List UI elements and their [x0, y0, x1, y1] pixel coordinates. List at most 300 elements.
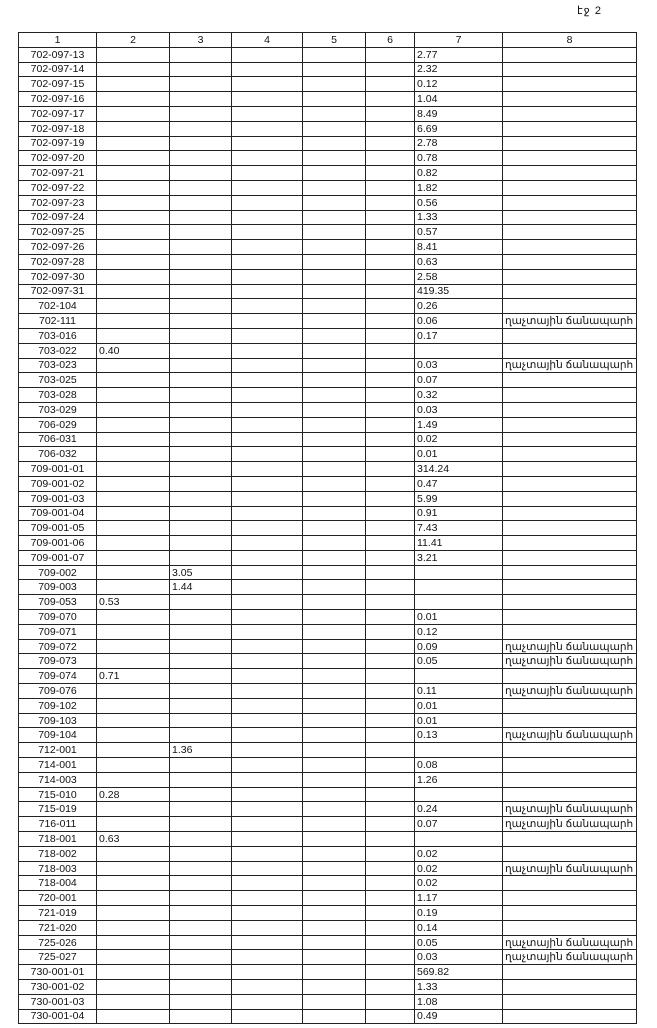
column-6-cell: [366, 639, 415, 654]
column-6-cell: [366, 536, 415, 551]
column-6-cell: [366, 787, 415, 802]
column-5-cell: [303, 846, 366, 861]
column-2-value-cell: [97, 299, 170, 314]
column-5-cell: [303, 151, 366, 166]
table-row: [19, 536, 637, 551]
column-5-cell: [303, 432, 366, 447]
column-6-cell: [366, 417, 415, 432]
column-6-cell: [366, 772, 415, 787]
column-5-cell: [303, 166, 366, 181]
area-value-cell: 5.99: [415, 491, 503, 506]
parcel-code-cell: 712-001: [19, 743, 97, 758]
column-5-cell: [303, 994, 366, 1009]
column-3-value-cell: [170, 698, 232, 713]
table-row: [19, 299, 637, 314]
parcel-code-cell: 702-097-20: [19, 151, 97, 166]
table-row: [19, 314, 637, 329]
parcel-code-cell: 709-072: [19, 639, 97, 654]
note-cell: [503, 373, 637, 388]
column-2-value-cell: [97, 47, 170, 62]
column-header-6: 6: [366, 33, 415, 48]
table-row: [19, 328, 637, 343]
column-4-cell: [232, 876, 303, 891]
column-4-cell: [232, 180, 303, 195]
column-5-cell: [303, 328, 366, 343]
parcel-code-cell: 709-102: [19, 698, 97, 713]
column-4-cell: [232, 846, 303, 861]
column-5-cell: [303, 698, 366, 713]
area-value-cell: 0.78: [415, 151, 503, 166]
parcel-code-cell: 709-074: [19, 669, 97, 684]
column-2-value-cell: [97, 506, 170, 521]
note-cell: ղաչտային ճանապարհ: [503, 935, 637, 950]
table-row: [19, 254, 637, 269]
column-5-cell: [303, 210, 366, 225]
area-value-cell: 2.32: [415, 62, 503, 77]
parcel-code-cell: 714-001: [19, 758, 97, 773]
table-row: [19, 994, 637, 1009]
column-4-cell: [232, 254, 303, 269]
column-4-cell: [232, 861, 303, 876]
column-5-cell: [303, 906, 366, 921]
area-value-cell: 0.06: [415, 314, 503, 329]
parcel-code-cell: 703-016: [19, 328, 97, 343]
parcel-code-cell: 702-097-25: [19, 225, 97, 240]
column-3-value-cell: [170, 935, 232, 950]
column-4-cell: [232, 1009, 303, 1024]
column-5-cell: [303, 225, 366, 240]
column-4-cell: [232, 728, 303, 743]
note-cell: [503, 47, 637, 62]
parcel-code-cell: 718-001: [19, 832, 97, 847]
column-4-cell: [232, 77, 303, 92]
parcel-code-cell: 718-002: [19, 846, 97, 861]
note-cell: ղաչտային ճանապարհ: [503, 684, 637, 699]
column-3-value-cell: [170, 417, 232, 432]
note-cell: [503, 166, 637, 181]
table-row: [19, 151, 637, 166]
parcel-code-cell: 709-104: [19, 728, 97, 743]
column-6-cell: [366, 861, 415, 876]
table-row: [19, 639, 637, 654]
note-cell: [503, 92, 637, 107]
table-row: [19, 758, 637, 773]
area-value-cell: 0.08: [415, 758, 503, 773]
column-6-cell: [366, 994, 415, 1009]
column-2-value-cell: [97, 817, 170, 832]
column-2-value-cell: [97, 373, 170, 388]
column-2-value-cell: [97, 920, 170, 935]
table-row: [19, 772, 637, 787]
area-value-cell: [415, 832, 503, 847]
column-5-cell: [303, 77, 366, 92]
column-4-cell: [232, 447, 303, 462]
note-cell: [503, 151, 637, 166]
column-4-cell: [232, 550, 303, 565]
note-cell: [503, 225, 637, 240]
note-cell: [503, 550, 637, 565]
column-6-cell: [366, 698, 415, 713]
area-value-cell: 419.35: [415, 284, 503, 299]
column-3-value-cell: [170, 595, 232, 610]
note-cell: [503, 994, 637, 1009]
column-3-value-cell: [170, 314, 232, 329]
parcel-code-cell: 702-097-26: [19, 240, 97, 255]
column-3-value-cell: [170, 536, 232, 551]
column-3-value-cell: [170, 728, 232, 743]
note-cell: [503, 328, 637, 343]
column-4-cell: [232, 935, 303, 950]
column-2-value-cell: [97, 136, 170, 151]
column-4-cell: [232, 980, 303, 995]
note-cell: ղաչտային ճանապարհ: [503, 817, 637, 832]
area-value-cell: 0.05: [415, 935, 503, 950]
table-row: [19, 373, 637, 388]
column-2-value-cell: 0.53: [97, 595, 170, 610]
parcel-code-cell: 725-026: [19, 935, 97, 950]
column-3-value-cell: [170, 817, 232, 832]
note-cell: ղաչտային ճանապարհ: [503, 654, 637, 669]
parcel-code-cell: 714-003: [19, 772, 97, 787]
parcel-code-cell: 709-001-04: [19, 506, 97, 521]
area-value-cell: [415, 565, 503, 580]
area-value-cell: 1.26: [415, 772, 503, 787]
table-row: [19, 743, 637, 758]
parcel-code-cell: 703-025: [19, 373, 97, 388]
column-4-cell: [232, 787, 303, 802]
column-2-value-cell: [97, 684, 170, 699]
column-5-cell: [303, 447, 366, 462]
parcel-code-cell: 703-028: [19, 388, 97, 403]
column-5-cell: [303, 728, 366, 743]
column-4-cell: [232, 595, 303, 610]
table-row: [19, 210, 637, 225]
parcel-code-cell: 702-097-16: [19, 92, 97, 107]
column-3-value-cell: [170, 121, 232, 136]
parcel-code-cell: 703-022: [19, 343, 97, 358]
column-header-3: 3: [170, 33, 232, 48]
table-row: [19, 935, 637, 950]
column-3-value-cell: [170, 861, 232, 876]
table-row: [19, 861, 637, 876]
table-row: [19, 462, 637, 477]
column-4-cell: [232, 328, 303, 343]
area-value-cell: 0.57: [415, 225, 503, 240]
column-3-value-cell: [170, 343, 232, 358]
note-cell: ղաչտային ճանապարհ: [503, 802, 637, 817]
column-3-value-cell: [170, 787, 232, 802]
column-5-cell: [303, 891, 366, 906]
column-5-cell: [303, 402, 366, 417]
column-2-value-cell: [97, 743, 170, 758]
column-2-value-cell: [97, 195, 170, 210]
parcel-code-cell: 702-097-23: [19, 195, 97, 210]
land-parcel-table: [18, 32, 637, 1024]
note-cell: [503, 180, 637, 195]
column-4-cell: [232, 106, 303, 121]
table-row: [19, 521, 637, 536]
column-3-value-cell: [170, 950, 232, 965]
column-6-cell: [366, 225, 415, 240]
column-4-cell: [232, 225, 303, 240]
column-6-cell: [366, 136, 415, 151]
note-cell: [503, 743, 637, 758]
column-3-value-cell: 1.36: [170, 743, 232, 758]
column-4-cell: [232, 166, 303, 181]
column-4-cell: [232, 802, 303, 817]
column-header-1: 1: [19, 33, 97, 48]
column-6-cell: [366, 195, 415, 210]
column-6-cell: [366, 876, 415, 891]
column-5-cell: [303, 506, 366, 521]
table-row: [19, 817, 637, 832]
column-5-cell: [303, 935, 366, 950]
column-2-value-cell: [97, 980, 170, 995]
table-row: [19, 402, 637, 417]
parcel-code-cell: 720-001: [19, 891, 97, 906]
area-value-cell: 0.07: [415, 373, 503, 388]
column-5-cell: [303, 240, 366, 255]
table-row: [19, 728, 637, 743]
column-4-cell: [232, 743, 303, 758]
column-5-cell: [303, 1009, 366, 1024]
column-4-cell: [232, 121, 303, 136]
column-2-value-cell: [97, 713, 170, 728]
column-6-cell: [366, 920, 415, 935]
note-cell: [503, 491, 637, 506]
column-3-value-cell: [170, 669, 232, 684]
column-4-cell: [232, 476, 303, 491]
area-value-cell: [415, 743, 503, 758]
area-value-cell: 0.32: [415, 388, 503, 403]
note-cell: [503, 476, 637, 491]
column-2-value-cell: [97, 462, 170, 477]
table-row: [19, 136, 637, 151]
note-cell: [503, 343, 637, 358]
column-2-value-cell: [97, 358, 170, 373]
column-6-cell: [366, 832, 415, 847]
area-value-cell: 0.49: [415, 1009, 503, 1024]
column-6-cell: [366, 299, 415, 314]
column-4-cell: [232, 610, 303, 625]
table-row: [19, 965, 637, 980]
column-4-cell: [232, 240, 303, 255]
column-6-cell: [366, 728, 415, 743]
area-value-cell: 0.47: [415, 476, 503, 491]
table-row: [19, 980, 637, 995]
column-3-value-cell: [170, 284, 232, 299]
column-2-value-cell: [97, 388, 170, 403]
column-5-cell: [303, 772, 366, 787]
parcel-code-cell: 709-002: [19, 565, 97, 580]
parcel-code-cell: 709-001-02: [19, 476, 97, 491]
note-cell: [503, 980, 637, 995]
area-value-cell: 0.02: [415, 846, 503, 861]
column-3-value-cell: [170, 136, 232, 151]
area-value-cell: 0.14: [415, 920, 503, 935]
column-5-cell: [303, 876, 366, 891]
note-cell: [503, 506, 637, 521]
table-row: [19, 92, 637, 107]
column-6-cell: [366, 121, 415, 136]
table-row: [19, 432, 637, 447]
column-5-cell: [303, 106, 366, 121]
column-2-value-cell: [97, 62, 170, 77]
column-5-cell: [303, 861, 366, 876]
parcel-code-cell: 730-001-03: [19, 994, 97, 1009]
column-4-cell: [232, 136, 303, 151]
parcel-code-cell: 702-097-24: [19, 210, 97, 225]
parcel-code-cell: 702-097-18: [19, 121, 97, 136]
area-value-cell: 1.49: [415, 417, 503, 432]
table-row: [19, 550, 637, 565]
column-4-cell: [232, 491, 303, 506]
column-2-value-cell: [97, 876, 170, 891]
note-cell: [503, 565, 637, 580]
column-3-value-cell: [170, 639, 232, 654]
area-value-cell: 2.78: [415, 136, 503, 151]
area-value-cell: 314.24: [415, 462, 503, 477]
column-2-value-cell: [97, 269, 170, 284]
column-4-cell: [232, 654, 303, 669]
column-2-value-cell: [97, 92, 170, 107]
column-5-cell: [303, 373, 366, 388]
note-cell: [503, 669, 637, 684]
column-2-value-cell: [97, 166, 170, 181]
table-row: [19, 284, 637, 299]
area-value-cell: 0.13: [415, 728, 503, 743]
note-cell: [503, 846, 637, 861]
column-6-cell: [366, 980, 415, 995]
note-cell: ղաչտային ճանապարհ: [503, 728, 637, 743]
table-row: [19, 121, 637, 136]
parcel-code-cell: 709-103: [19, 713, 97, 728]
column-6-cell: [366, 684, 415, 699]
column-5-cell: [303, 550, 366, 565]
table-row: [19, 713, 637, 728]
column-3-value-cell: [170, 684, 232, 699]
parcel-code-cell: 709-001-01: [19, 462, 97, 477]
column-2-value-cell: [97, 565, 170, 580]
column-4-cell: [232, 506, 303, 521]
table-row: [19, 876, 637, 891]
note-cell: [503, 388, 637, 403]
column-4-cell: [232, 536, 303, 551]
column-2-value-cell: [97, 314, 170, 329]
column-2-value-cell: [97, 432, 170, 447]
table-row: [19, 166, 637, 181]
column-4-cell: [232, 432, 303, 447]
column-5-cell: [303, 817, 366, 832]
column-3-value-cell: [170, 240, 232, 255]
column-3-value-cell: [170, 772, 232, 787]
column-3-value-cell: [170, 210, 232, 225]
table-row: [19, 388, 637, 403]
column-6-cell: [366, 743, 415, 758]
column-3-value-cell: [170, 802, 232, 817]
column-4-cell: [232, 195, 303, 210]
table-row: [19, 476, 637, 491]
column-3-value-cell: [170, 462, 232, 477]
parcel-code-cell: 702-097-15: [19, 77, 97, 92]
column-4-cell: [232, 669, 303, 684]
parcel-code-cell: 715-019: [19, 802, 97, 817]
column-6-cell: [366, 151, 415, 166]
column-5-cell: [303, 920, 366, 935]
parcel-code-cell: 702-097-19: [19, 136, 97, 151]
column-3-value-cell: [170, 832, 232, 847]
column-5-cell: [303, 743, 366, 758]
column-3-value-cell: [170, 151, 232, 166]
column-5-cell: [303, 47, 366, 62]
note-cell: ղաչտային ճանապարհ: [503, 314, 637, 329]
column-2-value-cell: [97, 106, 170, 121]
parcel-code-cell: 721-020: [19, 920, 97, 935]
table-row: [19, 787, 637, 802]
column-2-value-cell: [97, 728, 170, 743]
column-5-cell: [303, 254, 366, 269]
column-4-cell: [232, 402, 303, 417]
column-2-value-cell: [97, 151, 170, 166]
parcel-code-cell: 702-097-13: [19, 47, 97, 62]
parcel-code-cell: 709-003: [19, 580, 97, 595]
column-4-cell: [232, 92, 303, 107]
table-row: [19, 950, 637, 965]
column-2-value-cell: [97, 328, 170, 343]
column-6-cell: [366, 166, 415, 181]
column-3-value-cell: [170, 388, 232, 403]
column-4-cell: [232, 284, 303, 299]
note-cell: [503, 254, 637, 269]
area-value-cell: [415, 580, 503, 595]
column-6-cell: [366, 106, 415, 121]
table-row: [19, 832, 637, 847]
area-value-cell: [415, 595, 503, 610]
parcel-code-cell: 730-001-04: [19, 1009, 97, 1024]
note-cell: [503, 832, 637, 847]
table-row: [19, 195, 637, 210]
column-3-value-cell: [170, 166, 232, 181]
column-5-cell: [303, 669, 366, 684]
note-cell: [503, 580, 637, 595]
area-value-cell: 7.43: [415, 521, 503, 536]
column-5-cell: [303, 92, 366, 107]
column-2-value-cell: 0.71: [97, 669, 170, 684]
parcel-code-cell: 706-032: [19, 447, 97, 462]
area-value-cell: 1.33: [415, 980, 503, 995]
column-6-cell: [366, 624, 415, 639]
note-cell: [503, 195, 637, 210]
column-3-value-cell: [170, 506, 232, 521]
column-2-value-cell: [97, 580, 170, 595]
column-6-cell: [366, 595, 415, 610]
table-row: [19, 225, 637, 240]
column-2-value-cell: [97, 417, 170, 432]
column-header-2: 2: [97, 33, 170, 48]
note-cell: [503, 284, 637, 299]
column-5-cell: [303, 269, 366, 284]
column-5-cell: [303, 121, 366, 136]
column-3-value-cell: [170, 610, 232, 625]
column-6-cell: [366, 476, 415, 491]
parcel-code-cell: 709-076: [19, 684, 97, 699]
area-value-cell: 1.08: [415, 994, 503, 1009]
column-3-value-cell: [170, 994, 232, 1009]
column-3-value-cell: [170, 225, 232, 240]
column-6-cell: [366, 580, 415, 595]
area-value-cell: 0.03: [415, 358, 503, 373]
area-value-cell: 0.07: [415, 817, 503, 832]
